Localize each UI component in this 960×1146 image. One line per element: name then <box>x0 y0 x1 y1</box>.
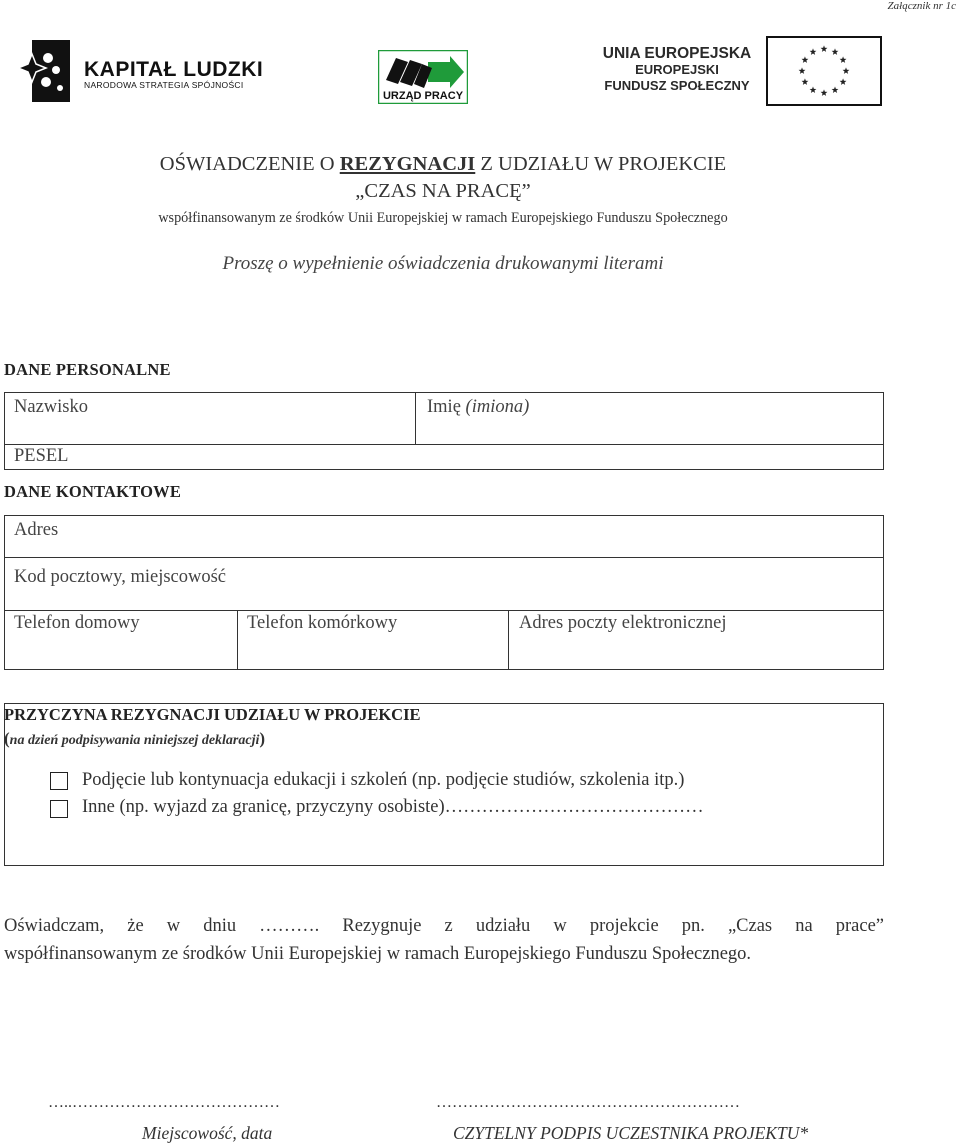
reason-subtitle <box>4 729 265 749</box>
eu-line-1: UNIA EUROPEJSKA <box>602 45 752 62</box>
mobile-phone-field[interactable]: Telefon komórkowy <box>247 613 398 633</box>
urzad-pracy-label: URZĄD PRACY <box>382 90 464 102</box>
reason-subtitle-open: ( <box>4 729 10 748</box>
place-date-line[interactable]: …..………………………………… <box>48 1094 280 1111</box>
home-phone-field[interactable]: Telefon domowy <box>14 613 140 633</box>
place-date-caption: Miejscowość, data <box>142 1123 273 1143</box>
declaration-line-1: Oświadczam, że w dniu ………. Rezygnuje z udziału w projekcie pn. „Czas na prace” <box>4 916 884 936</box>
title-emphasis: REZYGNACJI <box>339 153 476 175</box>
postal-city-field[interactable]: Kod pocztowy, miejscowość <box>14 567 227 587</box>
urzad-pracy-logo-icon <box>378 50 468 104</box>
contact-section-title: DANE KONTAKTOWE <box>4 482 182 501</box>
eu-line-2: EUROPEJSKI <box>635 62 719 77</box>
contact-data-box <box>4 515 884 670</box>
pesel-field[interactable]: PESEL <box>14 446 69 466</box>
signature-caption: CZYTELNY PODPIS UCZESTNIKA PROJEKTU* <box>453 1123 809 1143</box>
kapital-ludzki-title: KAPITAŁ LUDZKI <box>84 58 264 81</box>
first-name-field[interactable] <box>427 397 529 418</box>
surname-field[interactable]: Nazwisko <box>14 397 88 417</box>
signature-line[interactable]: ………………………………………………… <box>436 1094 740 1111</box>
instruction-text: Proszę o wypełnienie oświadczenia drukowanymi literami <box>222 253 664 274</box>
reason-education-label: Podjęcie lub kontynuacja edukacji i szkoleń (np. podjęcie studiów, szkolenia itp.) <box>82 770 685 790</box>
annex-label: Załącznik nr 1c <box>887 0 956 12</box>
declaration-line-2: współfinansowanym ze środków Unii Europejskiej w ramach Europejskiego Funduszu Społecznego. <box>4 944 752 964</box>
cofinance-note: współfinansowanym ze środków Unii Europejskiej w ramach Europejskiego Funduszu Społecznego <box>158 210 728 226</box>
first-name-hint: (imiona) <box>465 397 530 417</box>
eu-line-3: FUNDUSZ SPOŁECZNY <box>604 78 750 93</box>
project-name: „CZAS NA PRACĘ” <box>355 180 531 202</box>
first-name-label: Imię <box>427 397 461 417</box>
reason-section-title: PRZYCZYNA REZYGNACJI UDZIAŁU W PROJEKCIE <box>4 705 421 724</box>
email-field[interactable]: Adres poczty elektronicznej <box>519 613 727 633</box>
reason-education-checkbox[interactable] <box>50 772 68 790</box>
title-prefix: OŚWIADCZENIE O <box>159 153 340 175</box>
reason-other-label: Inne (np. wyjazd za granicę, przyczyny osobiste)…………………………………… <box>82 797 704 817</box>
eu-fund-text <box>600 46 754 94</box>
reason-subtitle-text: na dzień podpisywania niniejszej deklaracji <box>9 733 260 748</box>
kapital-ludzki-subtitle: NARODOWA STRATEGIA SPÓJNOŚCI <box>84 80 244 90</box>
kapital-ludzki-logo-icon <box>18 40 70 102</box>
title-suffix: Z UDZIAŁU W PROJEKCIE <box>475 153 727 175</box>
address-field[interactable]: Adres <box>14 520 59 540</box>
eu-flag-icon <box>766 36 882 106</box>
personal-section-title: DANE PERSONALNE <box>4 360 171 379</box>
reason-subtitle-close: ) <box>259 729 266 748</box>
personal-data-box <box>4 392 884 470</box>
reason-other-checkbox[interactable] <box>50 800 68 818</box>
document-title <box>0 153 886 176</box>
